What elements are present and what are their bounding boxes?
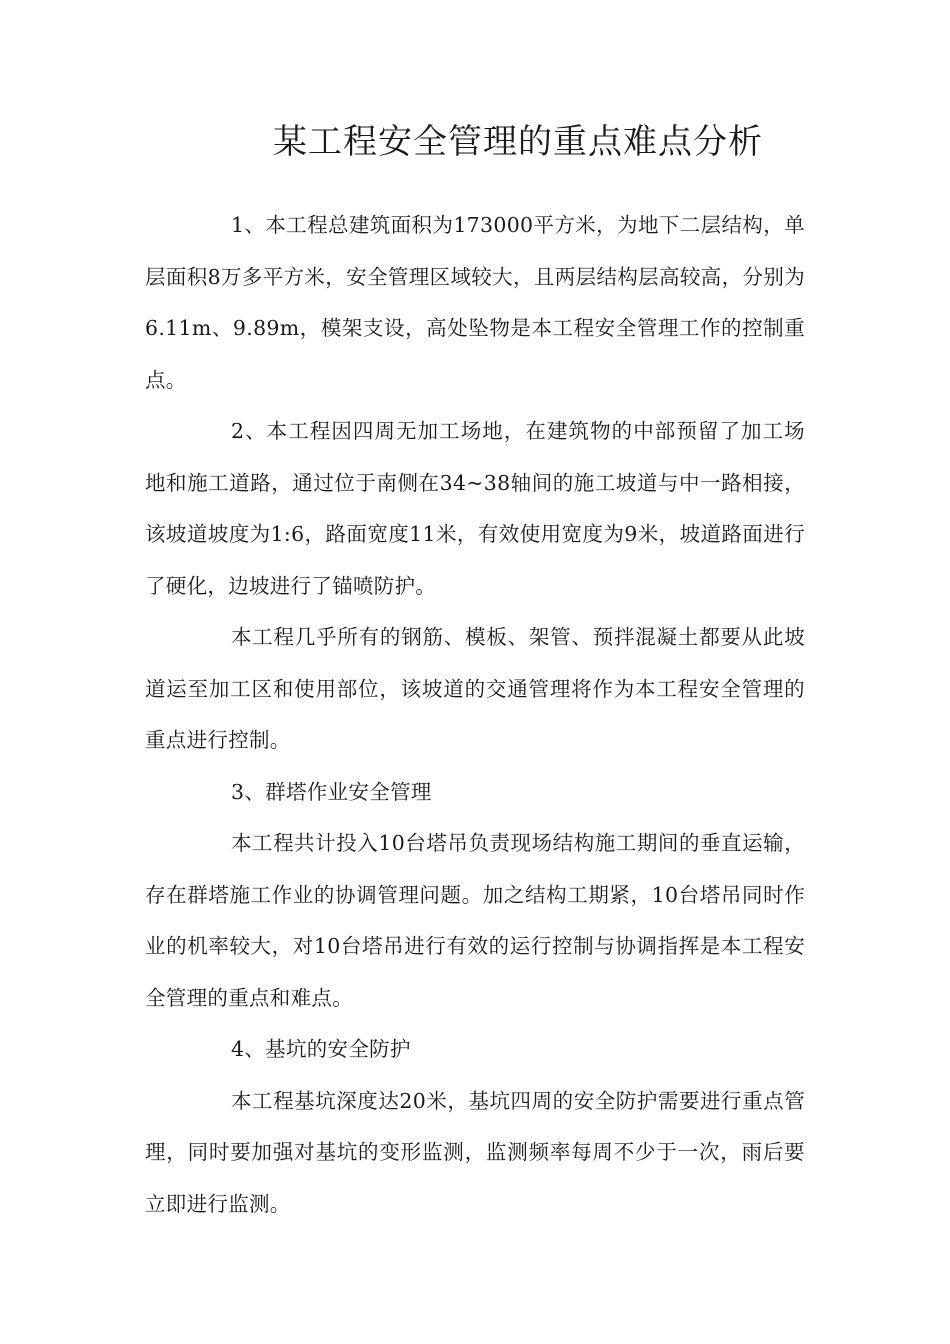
section-heading-4: 4、基坑的安全防护	[231, 1037, 411, 1061]
paragraph-4: 本工程共计投入10台塔吊负责现场结构施工期间的垂直运输，存在群塔施工作业的协调管理问题。加之结构工期紧，10台塔吊同时作业的机率较大，对10台塔吊进行有效的运行控制与协调指挥是本工程安全管理的重点和难点。	[145, 831, 805, 1010]
document-title: 某工程安全管理的重点难点分析	[273, 122, 763, 162]
paragraph-1: 1、本工程总建筑面积为173000平方米，为地下二层结构，单层面积8万多平方米，安全管理区域较大，且两层结构层高较高，分别为6.11m、9.89m，模架支设，高处坠物是本工程安全管理工作的控制重点。	[145, 213, 805, 392]
paragraph-5: 本工程基坑深度达20米，基坑四周的安全防护需要进行重点管理，同时要加强对基坑的变形监测，监测频率每周不少于一次，雨后要立即进行监测。	[145, 1088, 805, 1216]
section-heading-3: 3、群塔作业安全管理	[231, 779, 432, 804]
paragraph-3: 本工程几乎所有的钢筋、模板、架管、预拌混凝土都要从此坡道运至加工区和使用部位，该坡道的交通管理将作为本工程安全管理的重点进行控制。	[145, 625, 805, 752]
document-page	[145, 118, 805, 1230]
paragraph-2: 2、本工程因四周无加工场地，在建筑物的中部预留了加工场地和施工道路，通过位于南侧在34~38轴间的施工坡道与中一路相接，该坡道坡度为1:6，路面宽度11米，有效使用宽度为9米，坡道路面进行了硬化，边坡进行了锚喷防护。	[145, 419, 805, 598]
